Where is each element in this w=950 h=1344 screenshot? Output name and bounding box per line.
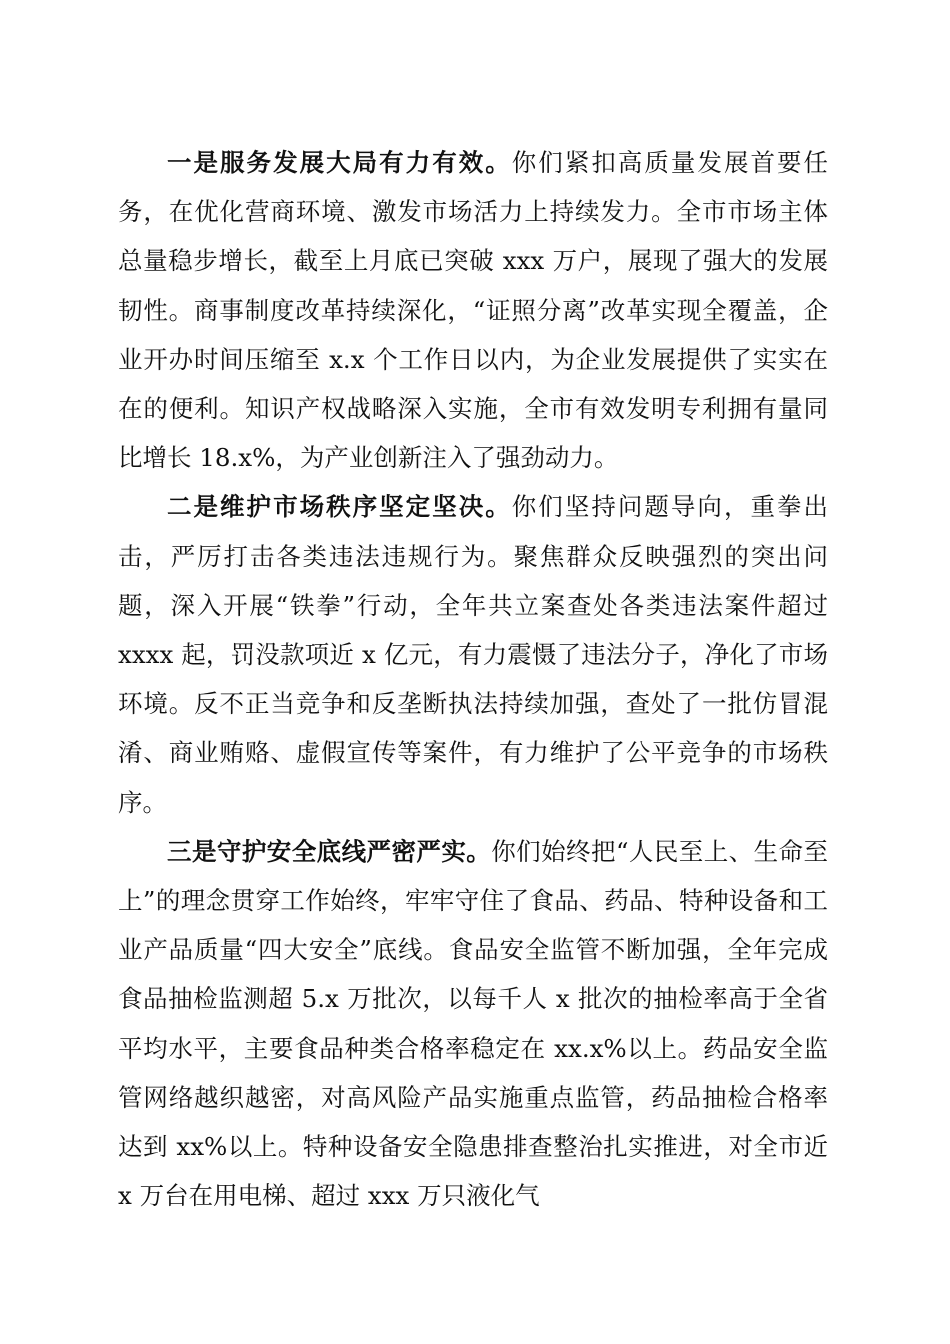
paragraph-lead: 二是维护市场秩序坚定坚决。 [167, 492, 512, 522]
paragraph-text: 你们始终把“人民至上、生命至上”的理念贯穿工作始终，牢牢守住了食品、药品、特种设备和工业产品质量“四大安全”底线。食品安全监管不断加强，全年完成食品抽检监测超 5.x 万批次，以每千人 x 批次的抽检率高于全省平均水平，主要食品种类合格率稳定在 xx.x%以上。药品安全监管网络越织越密，对高风险产品实施重点监管，药品抽检合格率达到 xx%以上。特种设备安全隐患排查整治扎实推进，对全市近 x 万台在用电梯、超过 xxx 万只液化气 [118, 836, 828, 1211]
paragraph-service-development [118, 138, 828, 482]
paragraph-safety-baseline [118, 827, 828, 1221]
document-body [118, 138, 828, 1220]
paragraph-text: 你们紧扣高质量发展首要任务，在优化营商环境、激发市场活力上持续发力。全市市场主体总量稳步增长，截至上月底已突破 xxx 万户，展现了强大的发展韧性。商事制度改革持续深化，“证照分离”改革实现全覆盖，企业开办时间压缩至 x.x 个工作日以内，为企业发展提供了实实在在的便利。知识产权战略深入实施，全市有效发明专利拥有量同比增长 18.x%，为产业创新注入了强劲动力。 [118, 148, 829, 473]
paragraph-market-order [118, 482, 828, 826]
paragraph-lead: 一是服务发展大局有力有效。 [167, 148, 512, 177]
paragraph-text: 你们坚持问题导向，重拳出击，严厉打击各类违法违规行为。聚焦群众反映强烈的突出问题，深入开展“铁拳”行动，全年共立案查处各类违法案件超过 xxxx 起，罚没款项近 x 亿元，有力震慑了违法分子，净化了市场环境。反不正当竞争和反垄断执法持续加强，查处了一批仿冒混淆、商业贿赂、虚假宣传等案件，有力维护了公平竞争的市场秩序。 [118, 492, 829, 817]
paragraph-lead: 三是守护安全底线严密严实。 [167, 836, 492, 866]
